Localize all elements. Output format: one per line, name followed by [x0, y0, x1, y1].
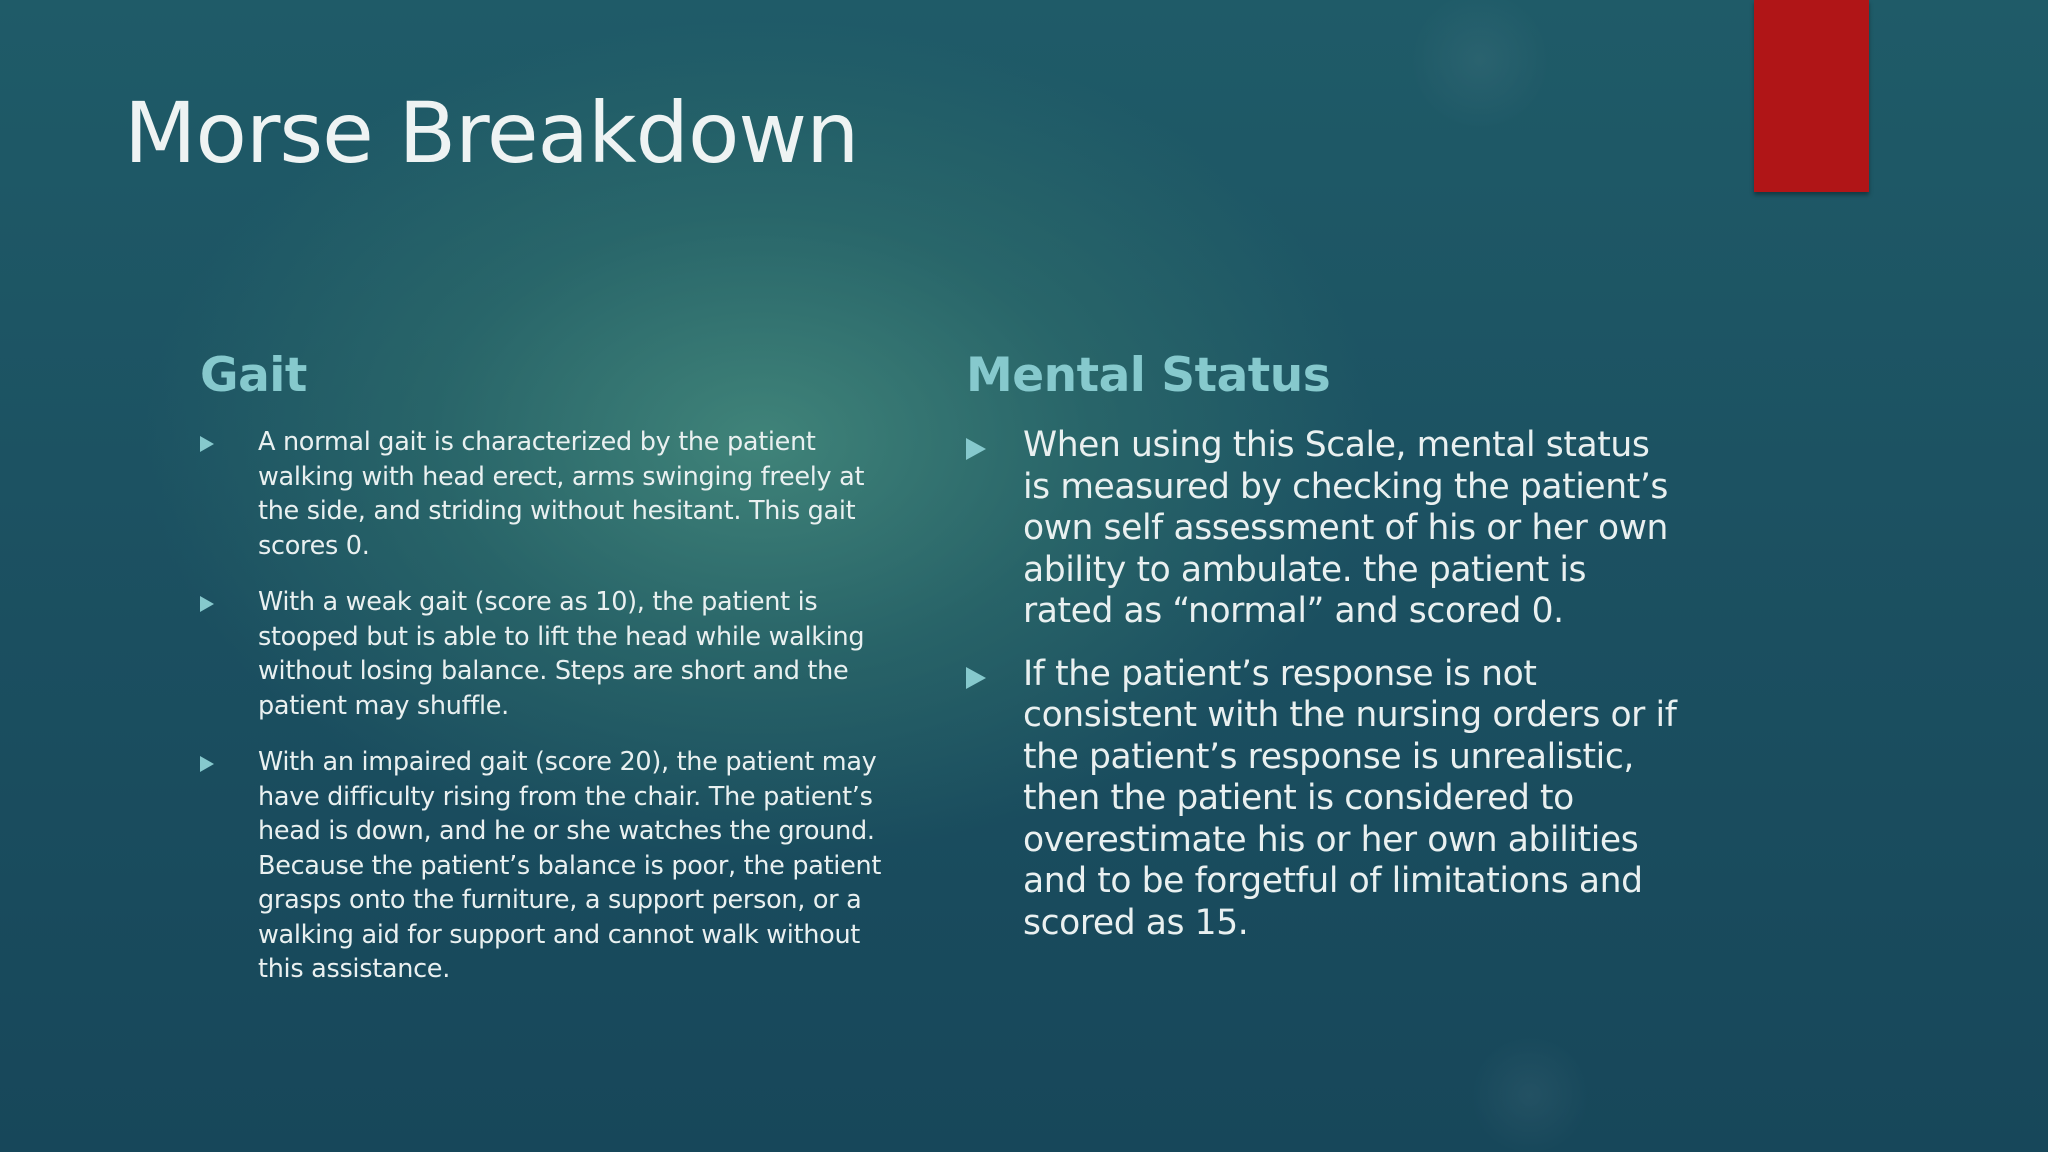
gait-bullet-normal: [200, 425, 900, 563]
triangle-right-icon: [200, 596, 214, 612]
triangle-right-icon: [966, 438, 986, 460]
mental-status-bullet-normal: [966, 425, 1686, 633]
gait-heading: Gait: [200, 348, 307, 403]
gait-column: [200, 348, 900, 1009]
gait-bullet-impaired: [200, 745, 900, 987]
accent-tab: [1754, 0, 1869, 192]
bullet-text: When using this Scale, mental status is measured by checking the patient’s own self assessment of his or her own ability to ambulate. the patient is rated as “normal” and scored 0.: [1023, 425, 1669, 631]
mental-status-bullet-unrealistic: [966, 654, 1686, 945]
gait-bullet-list: [200, 425, 900, 987]
mental-status-bullet-list: [966, 425, 1686, 944]
bullet-text: With an impaired gait (score 20), the patient may have difficulty rising from the chair. The patient’s head is down, and he or she watches the ground. Because the patient’s balance is poor, the patient grasps onto the furniture, a support person, or a walking aid for support and cannot walk without this assistance.: [258, 747, 882, 984]
bullet-text: With a weak gait (score as 10), the patient is stooped but is able to lift the head while walking without losing balance. Steps are short and the patient may shuffle.: [258, 587, 865, 721]
bullet-text: A normal gait is characterized by the patient walking with head erect, arms swinging freely at the side, and striding without hesitant. This gait scores 0.: [258, 427, 865, 561]
triangle-right-icon: [200, 756, 214, 772]
mental-status-column: [966, 348, 1686, 965]
mental-status-heading: Mental Status: [966, 348, 1331, 403]
triangle-right-icon: [966, 667, 986, 689]
gait-bullet-weak: [200, 585, 900, 723]
triangle-right-icon: [200, 436, 214, 452]
slide-title: Morse Breakdown: [124, 84, 859, 182]
bullet-text: If the patient’s response is not consistent with the nursing orders or if the patient’s response is unrealistic, then the patient is considered to overestimate his or her own abilities and to be forgetful of limitations and scored as 15.: [1023, 653, 1677, 943]
